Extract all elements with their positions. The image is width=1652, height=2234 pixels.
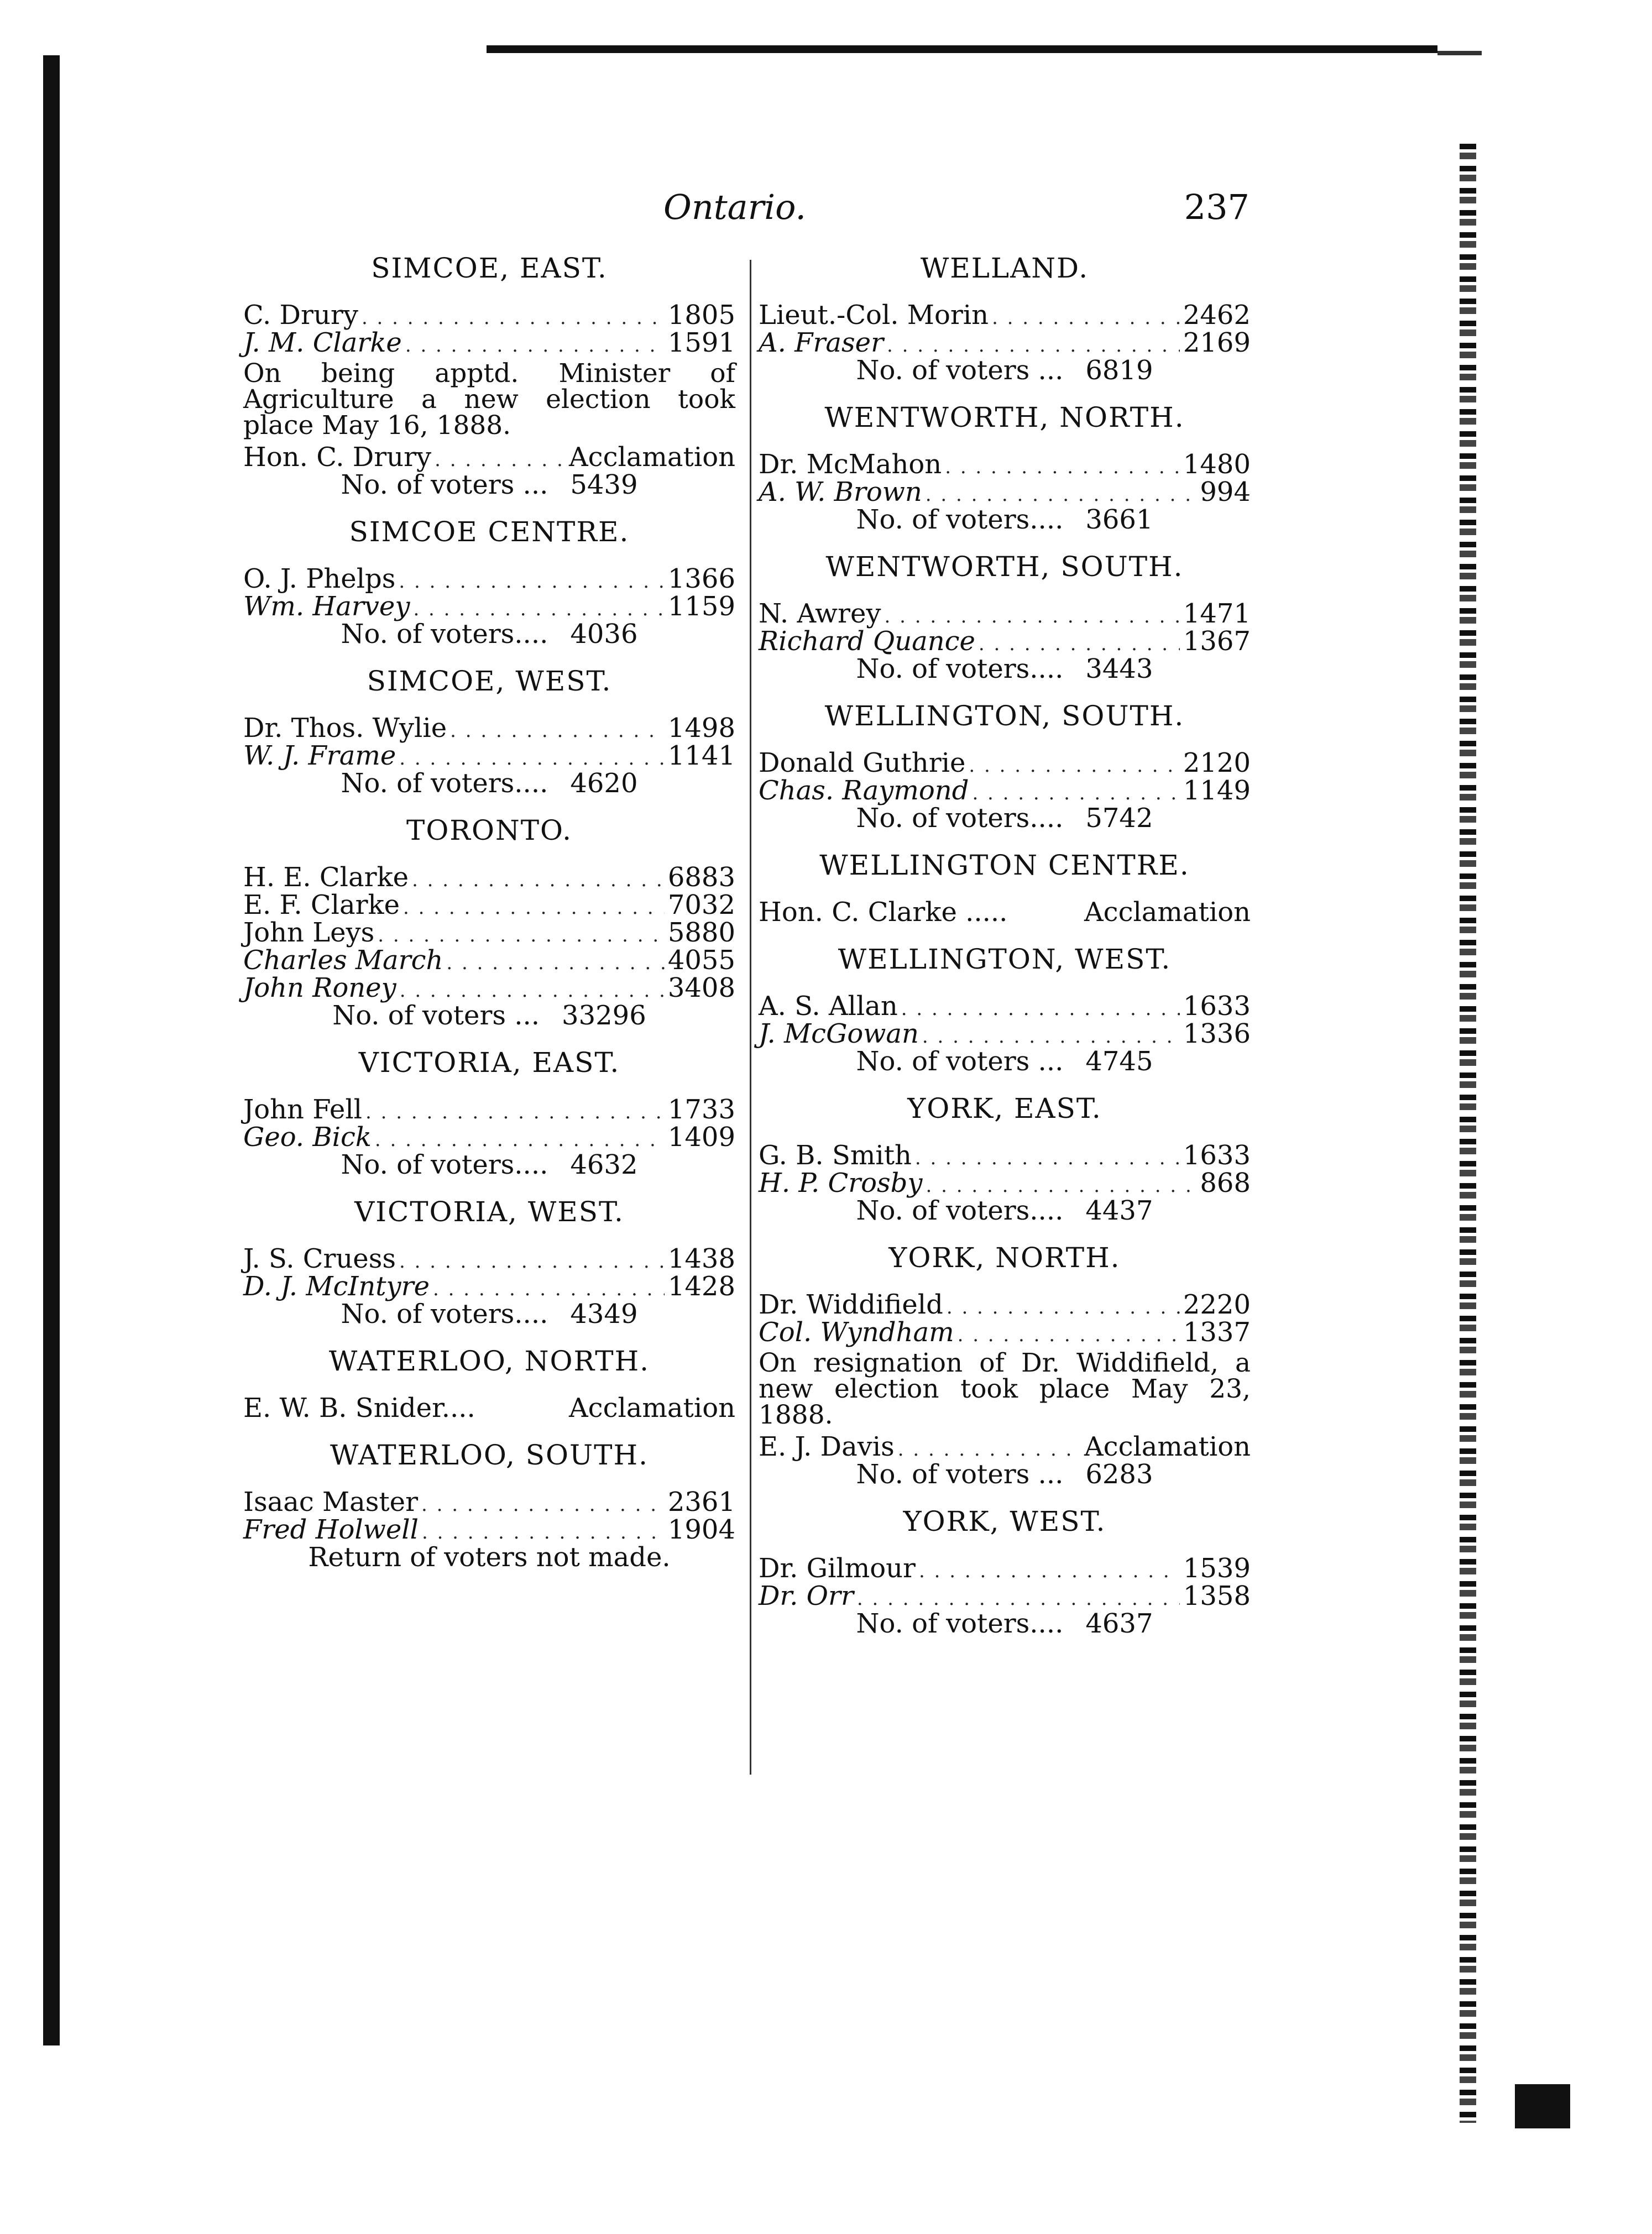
voters-count: 4745 — [1085, 1046, 1153, 1077]
section-victoria-east — [243, 1049, 735, 1179]
candidate-name: Dr. Widdifield — [759, 1289, 943, 1320]
candidate-name: Fred Holwell — [243, 1514, 419, 1545]
candidate-name: W. J. Frame — [243, 740, 396, 771]
vote-count: 1591 — [667, 327, 735, 358]
vote-count: 1336 — [1183, 1018, 1251, 1049]
vote-count: Acclamation — [569, 442, 735, 473]
section-waterloo-south — [243, 1441, 735, 1572]
vote-count: 1805 — [667, 300, 735, 331]
leader-dots — [399, 1252, 665, 1271]
scan-border-top-tail — [1437, 51, 1482, 55]
section-simcoe-centre — [243, 518, 735, 648]
leader-dots — [362, 308, 665, 327]
scan-border-top — [487, 45, 1437, 53]
right-column — [759, 254, 1251, 1657]
section-wellington-centre — [759, 851, 1251, 927]
result-row — [243, 972, 735, 1003]
result-row — [243, 1243, 735, 1274]
candidate-name: Dr. McMahon — [759, 449, 942, 480]
candidate-name: John Roney — [243, 972, 396, 1003]
result-row — [243, 1273, 735, 1301]
candidate-name: Chas. Raymond — [759, 775, 969, 806]
leader-dots — [969, 756, 1179, 775]
leader-dots — [919, 1562, 1180, 1581]
left-column — [243, 254, 735, 1591]
voters-label: No. of voters ... — [856, 1459, 1064, 1490]
section-wentworth-north — [759, 401, 1251, 535]
voters-count: 5439 — [570, 469, 638, 500]
section-wellington-west — [759, 945, 1251, 1076]
result-row — [759, 1319, 1251, 1347]
result-row — [243, 715, 735, 742]
vote-count: 2120 — [1183, 747, 1251, 778]
result-row — [759, 993, 1251, 1021]
leader-dots — [400, 981, 665, 1000]
candidate-name: Donald Guthrie — [759, 747, 966, 778]
result-row — [243, 1096, 735, 1124]
vote-count: 1733 — [667, 1094, 735, 1125]
section-title: TORONTO. — [406, 814, 573, 846]
leader-dots — [450, 721, 665, 740]
candidate-name: E. F. Clarke — [243, 890, 400, 920]
leader-dots — [422, 1523, 665, 1542]
leader-dots — [433, 1280, 665, 1299]
section-simcoe-west — [243, 667, 735, 798]
result-row — [759, 628, 1251, 656]
leader-dots — [972, 784, 1179, 803]
voters-label: No. of voters.... — [341, 619, 548, 650]
result-row — [243, 742, 735, 770]
vote-count: 1633 — [1183, 1140, 1251, 1171]
voters-count: 4349 — [570, 1299, 638, 1330]
vote-count: Acclamation — [569, 1393, 735, 1424]
candidate-name: E. W. B. Snider.... — [243, 1393, 475, 1424]
candidate-name: A. Fraser — [759, 327, 884, 358]
section-simcoe-east — [243, 254, 735, 499]
leader-dots — [926, 485, 1197, 504]
vote-count: 1367 — [1183, 626, 1251, 657]
vote-count: 1366 — [667, 563, 735, 594]
leader-dots — [435, 451, 566, 469]
section-title: YORK, EAST. — [907, 1092, 1102, 1124]
vote-count: Acclamation — [1084, 897, 1251, 928]
section-title: YORK, NORTH. — [888, 1242, 1121, 1274]
vote-count: 6883 — [667, 862, 735, 893]
vote-count: 3408 — [667, 972, 735, 1003]
voters-count: 6283 — [1085, 1459, 1153, 1490]
section-title: WELLINGTON CENTRE. — [819, 849, 1190, 881]
voters-label: No. of voters ... — [332, 1000, 540, 1031]
leader-dots — [979, 635, 1180, 653]
election-note: On resignation of Dr. Widdifield, a new election took place May 23, 1888. — [759, 1348, 1251, 1430]
scan-edge-right — [1460, 144, 1476, 2123]
result-row — [759, 899, 1251, 927]
result-row — [759, 1170, 1251, 1197]
result-row — [759, 451, 1251, 479]
leader-dots — [922, 1027, 1180, 1046]
vote-count: 5880 — [667, 917, 735, 948]
leader-dots — [958, 1326, 1180, 1344]
voters-line — [759, 1197, 1251, 1225]
voters-count: 6819 — [1085, 355, 1153, 386]
result-row — [759, 1583, 1251, 1610]
result-row — [759, 329, 1251, 357]
voters-line — [759, 1610, 1251, 1638]
vote-count: 2169 — [1183, 327, 1251, 358]
candidate-name: A. W. Brown — [759, 477, 922, 508]
vote-count: 2361 — [667, 1487, 735, 1518]
result-row — [759, 302, 1251, 329]
voters-line — [243, 770, 735, 798]
section-title: WATERLOO, SOUTH. — [330, 1439, 649, 1471]
vote-count: 1480 — [1183, 449, 1251, 480]
leader-dots — [399, 572, 664, 591]
section-title: WENTWORTH, SOUTH. — [825, 551, 1184, 583]
voters-line — [759, 1461, 1251, 1489]
voters-label: No. of voters ... — [856, 355, 1064, 386]
result-row — [243, 1124, 735, 1152]
result-row — [243, 1395, 735, 1422]
result-row — [759, 1433, 1251, 1461]
result-row — [243, 1516, 735, 1544]
section-title: WATERLOO, NORTH. — [328, 1345, 650, 1377]
leader-dots — [403, 898, 665, 917]
candidate-name: Richard Quance — [759, 626, 975, 657]
candidate-name: Charles March — [243, 945, 443, 976]
result-row — [243, 1489, 735, 1516]
result-row — [759, 600, 1251, 628]
leader-dots — [898, 1440, 1081, 1459]
leader-dots — [421, 1495, 665, 1514]
vote-count: 994 — [1200, 477, 1251, 508]
result-row — [243, 947, 735, 975]
section-title: WENTWORTH, NORTH. — [824, 401, 1185, 433]
voters-count: 4637 — [1085, 1608, 1153, 1639]
vote-count: 1337 — [1183, 1317, 1251, 1348]
section-title: WELLINGTON, SOUTH. — [824, 700, 1185, 732]
vote-count: 1438 — [667, 1243, 735, 1274]
page-header — [232, 182, 1250, 238]
leader-dots — [378, 926, 665, 945]
candidate-name: O. J. Phelps — [243, 563, 396, 594]
candidate-name: Hon. C. Clarke ..... — [759, 897, 1008, 928]
section-welland — [759, 254, 1251, 385]
candidate-name: C. Drury — [243, 300, 358, 331]
vote-count: 1159 — [667, 591, 735, 622]
voters-label: No. of voters.... — [856, 653, 1064, 684]
column-divider — [750, 260, 751, 1775]
leader-dots — [375, 1131, 665, 1149]
leader-dots — [413, 600, 664, 619]
candidate-name: Dr. Thos. Wylie — [243, 713, 447, 744]
vote-count: 1471 — [1183, 598, 1251, 629]
result-row — [759, 1291, 1251, 1319]
leader-dots — [857, 1589, 1180, 1608]
leader-dots — [365, 1103, 665, 1122]
section-title: YORK, WEST. — [903, 1505, 1106, 1537]
result-row — [759, 479, 1251, 506]
result-row — [759, 1555, 1251, 1583]
result-row — [243, 593, 735, 621]
section-title: WELLINGTON, WEST. — [838, 943, 1172, 975]
section-york-west — [759, 1505, 1251, 1639]
voters-count: 4036 — [570, 619, 638, 650]
voters-count: 5742 — [1085, 803, 1153, 834]
leader-dots — [412, 871, 665, 890]
section-york-north — [759, 1244, 1251, 1489]
voters-line — [759, 653, 1251, 684]
section-title: VICTORIA, EAST. — [358, 1047, 620, 1079]
voters-label: No. of voters.... — [341, 1299, 548, 1330]
candidate-name: Dr. Orr — [759, 1581, 854, 1612]
voters-count: 3661 — [1085, 504, 1153, 535]
voters-line — [243, 1301, 735, 1328]
candidate-name: John Fell — [243, 1094, 363, 1125]
result-row — [243, 563, 735, 594]
result-row — [759, 777, 1251, 805]
candidate-name: J. S. Cruess — [243, 1243, 396, 1274]
section-york-east — [759, 1092, 1251, 1226]
page-number: 237 — [1184, 187, 1250, 227]
vote-count: Acclamation — [1084, 1431, 1251, 1462]
vote-count: 868 — [1200, 1168, 1251, 1199]
section-toronto — [243, 814, 735, 1031]
leader-dots — [901, 1000, 1180, 1018]
result-row — [243, 864, 735, 892]
vote-count: 2462 — [1183, 300, 1251, 331]
vote-count: 1498 — [667, 713, 735, 744]
leader-dots — [885, 607, 1180, 626]
voters-count: 33296 — [562, 1000, 646, 1031]
leader-dots — [405, 336, 665, 355]
voters-line — [243, 1002, 735, 1030]
candidate-name: J. M. Clarke — [243, 327, 402, 358]
voters-line — [759, 357, 1251, 385]
vote-count: 1633 — [1183, 991, 1251, 1022]
section-wellington-south — [759, 702, 1251, 833]
voters-line — [759, 805, 1251, 833]
candidate-name: Lieut.-Col. Morin — [759, 300, 989, 331]
result-row — [759, 1018, 1251, 1049]
candidate-name: Dr. Gilmour — [759, 1553, 916, 1584]
voters-note: Return of voters not made. — [308, 1542, 671, 1573]
candidate-name: H. P. Crosby — [759, 1168, 923, 1199]
candidate-name: J. McGowan — [759, 1018, 919, 1049]
candidate-name: G. B. Smith — [759, 1140, 912, 1171]
voters-line — [759, 1048, 1251, 1076]
leader-dots — [915, 1149, 1180, 1168]
voters-line — [759, 506, 1251, 534]
section-title: WELLAND. — [920, 252, 1089, 284]
scan-mark-bottom-right — [1515, 2084, 1570, 2128]
voters-count: 4437 — [1085, 1195, 1153, 1226]
vote-count: 4055 — [667, 945, 735, 976]
candidate-name: H. E. Clarke — [243, 862, 409, 893]
voters-count: 4632 — [570, 1149, 638, 1180]
voters-line — [243, 469, 735, 500]
voters-label: No. of voters.... — [856, 504, 1064, 535]
result-row — [759, 1142, 1251, 1170]
voters-count: 3443 — [1085, 653, 1153, 684]
section-title: SIMCOE CENTRE. — [349, 516, 630, 548]
result-row — [243, 444, 735, 472]
section-waterloo-north — [243, 1347, 735, 1422]
candidate-name: E. J. Davis — [759, 1431, 895, 1462]
leader-dots — [992, 308, 1180, 327]
leader-dots — [399, 749, 665, 768]
candidate-name: Geo. Bick — [243, 1122, 372, 1153]
candidate-name: N. Awrey — [759, 598, 881, 629]
voters-label: No. of voters.... — [856, 803, 1064, 834]
candidate-name: Wm. Harvey — [243, 591, 410, 622]
result-row — [243, 892, 735, 919]
result-row — [759, 747, 1251, 778]
section-title: SIMCOE, WEST. — [367, 665, 612, 697]
vote-count: 1428 — [667, 1271, 735, 1302]
leader-dots — [947, 1298, 1180, 1317]
section-title: VICTORIA, WEST. — [354, 1196, 624, 1228]
candidate-name: D. J. McIntyre — [243, 1271, 430, 1302]
candidate-name: John Leys — [243, 917, 375, 948]
leader-dots — [446, 954, 664, 972]
vote-count: 2220 — [1183, 1289, 1251, 1320]
voters-line — [243, 621, 735, 648]
section-title: SIMCOE, EAST. — [371, 252, 608, 284]
leader-dots — [887, 336, 1180, 355]
vote-count: 1149 — [1183, 775, 1251, 806]
leader-dots — [945, 458, 1180, 477]
vote-count: 1141 — [667, 740, 735, 771]
voters-label: No. of voters ... — [856, 1046, 1064, 1077]
result-row — [243, 919, 735, 947]
scan-border-left — [43, 55, 60, 2045]
vote-count: 1539 — [1183, 1553, 1251, 1584]
leader-dots — [926, 1176, 1197, 1195]
voters-label: No. of voters.... — [856, 1195, 1064, 1226]
voters-label: No. of voters ... — [341, 469, 548, 500]
candidate-name: Isaac Master — [243, 1487, 419, 1518]
candidate-name: Hon. C. Drury — [243, 442, 432, 473]
voters-label: No. of voters.... — [341, 1149, 548, 1180]
running-head: Ontario. — [663, 187, 807, 227]
result-row — [243, 302, 735, 329]
section-victoria-west — [243, 1198, 735, 1328]
voters-label: No. of voters.... — [341, 768, 548, 799]
election-note: On being apptd. Minister of Agriculture a new election took place May 16, 1888. — [243, 358, 735, 441]
voters-label: No. of voters.... — [856, 1608, 1064, 1639]
vote-count: 7032 — [667, 890, 735, 920]
voters-count: 4620 — [570, 768, 638, 799]
vote-count: 1904 — [667, 1514, 735, 1545]
candidate-name: A. S. Allan — [759, 991, 898, 1022]
section-wentworth-south — [759, 553, 1251, 683]
candidate-name: Col. Wyndham — [759, 1317, 954, 1348]
voters-line — [243, 1149, 735, 1180]
vote-count: 1409 — [667, 1122, 735, 1153]
result-row — [243, 329, 735, 357]
vote-count: 1358 — [1183, 1581, 1251, 1612]
